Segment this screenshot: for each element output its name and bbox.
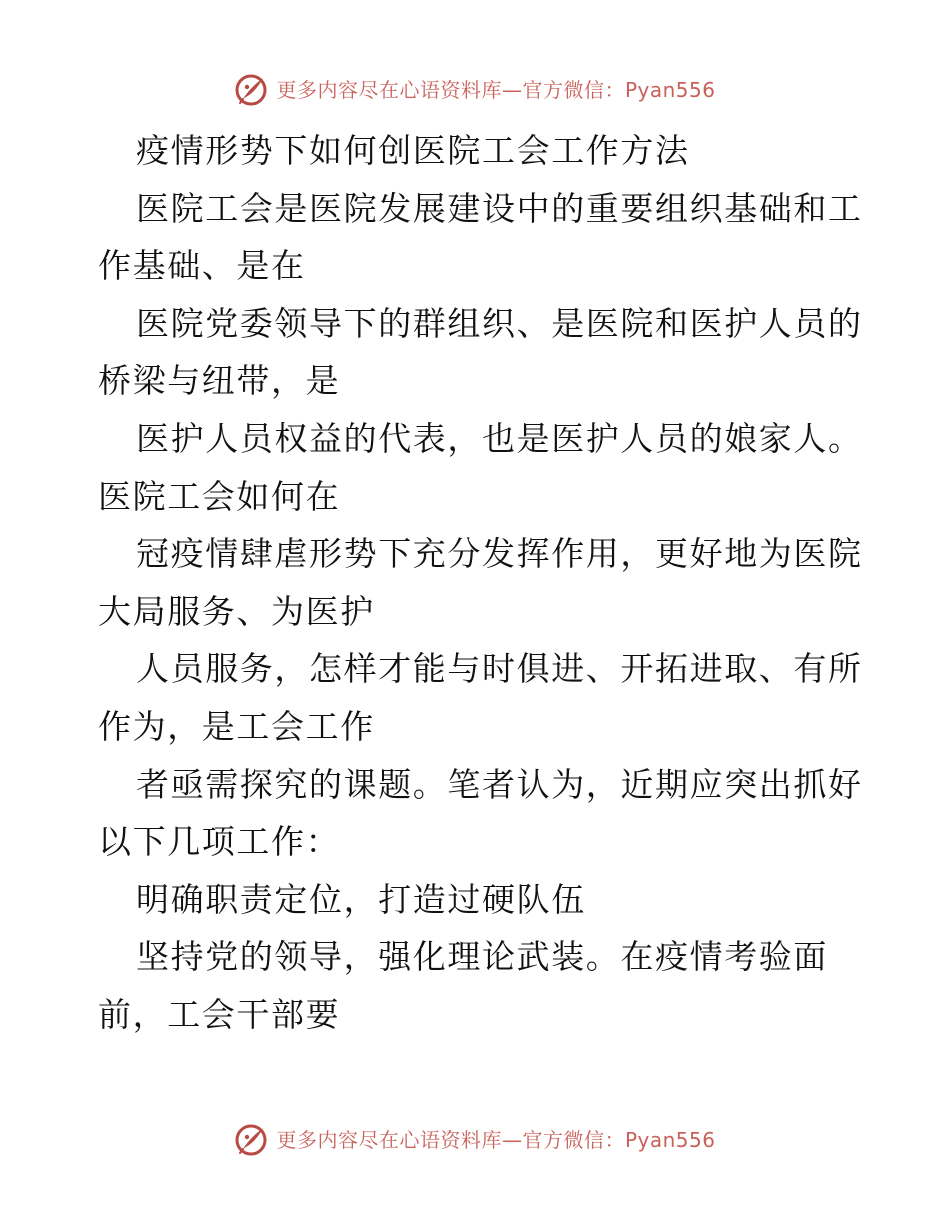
document-body bbox=[98, 122, 863, 1044]
watermark-text: 更多内容尽在心语资料库—官方微信：Pyan556 bbox=[276, 1128, 716, 1152]
text-line: 医院党委领导下的群组织、是医院和医护人员的 bbox=[136, 303, 863, 343]
text-line: 大局服务、为医护 bbox=[98, 591, 375, 631]
text-line: 桥梁与纽带，是 bbox=[98, 361, 341, 401]
text-line: 前，工会干部要 bbox=[98, 994, 341, 1034]
header-watermark bbox=[0, 70, 950, 110]
text-line: 明确职责定位，打造过硬队伍 bbox=[136, 879, 586, 919]
footer-watermark bbox=[0, 1120, 950, 1160]
text-line: 者亟需探究的课题。笔者认为，近期应突出抓好 bbox=[136, 764, 863, 804]
text-line: 医院工会如何在 bbox=[98, 476, 341, 516]
text-line: 冠疫情肆虐形势下充分发挥作用，更好地为医院 bbox=[136, 534, 863, 574]
text-line: 坚持党的领导，强化理论武装。在疫情考验面 bbox=[136, 937, 828, 977]
text-line: 疫情形势下如何创医院工会工作方法 bbox=[136, 131, 690, 170]
text-line: 以下几项工作： bbox=[98, 822, 341, 862]
watermark-text: 更多内容尽在心语资料库—官方微信：Pyan556 bbox=[276, 78, 716, 102]
feather-pen-logo-icon bbox=[234, 1123, 268, 1157]
feather-pen-logo-icon bbox=[234, 73, 268, 107]
text-line: 医院工会是医院发展建设中的重要组织基础和工 bbox=[136, 188, 863, 228]
text-line: 人员服务，怎样才能与时俱进、开拓进取、有所 bbox=[136, 649, 863, 689]
text-line: 医护人员权益的代表，也是医护人员的娘家人。 bbox=[136, 418, 863, 458]
text-line: 作为，是工会工作 bbox=[98, 706, 375, 746]
text-line: 作基础、是在 bbox=[98, 246, 306, 286]
